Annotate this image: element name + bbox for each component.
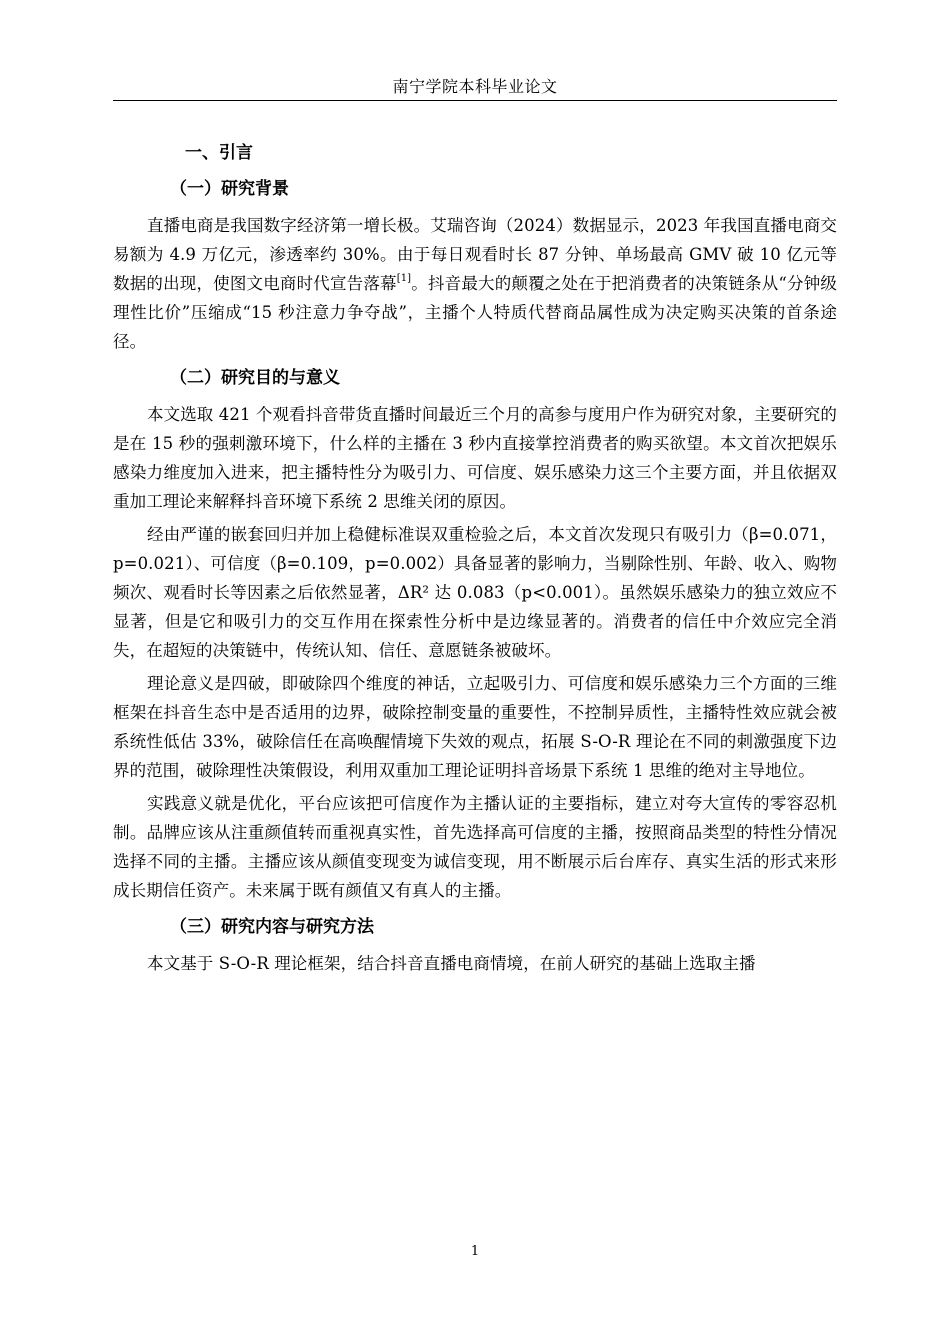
purpose-paragraph-4: 实践意义就是优化，平台应该把可信度作为主播认证的主要指标，建立对夸大宣传的零容忍机制。品牌应该从注重颜值转而重视真实性，首先选择高可信度的主播，按照商品类型的特性分情况选择不同的主播。主播应该从颜值变现变为诚信变现，用不断展示后台库存、真实生活的形式来形成长期信任资产。未来属于既有颜值又有真人的主播。 — [113, 794, 837, 900]
page-number: 1 — [470, 1244, 480, 1259]
subsection-heading-background: （一）研究背景 — [170, 179, 289, 199]
background-paragraph — [113, 211, 837, 356]
citation-marker: [1] — [396, 273, 412, 284]
background-text-part1: 直播电商是我国数字经济第一增长极。艾瑞咨询（2024）数据显示，2023 年我国直播电商交易额为 4.9 万亿元，渗透率约 30%。由于每日观看时长 87 分钟、单场最高 GMV 破 10 亿元等数据的出现，使图文电商时代宣告落幕 — [113, 216, 837, 293]
methods-paragraph-1: 本文基于 S-O-R 理论框架，结合抖音直播电商情境，在前人研究的基础上选取主播 — [147, 954, 756, 973]
purpose-paragraph-2: 经由严谨的嵌套回归并加上稳健标准误双重检验之后，本文首次发现只有吸引力（β=0.071，p=0.021）、可信度（β=0.109，p=0.002）具备显著的影响力，当剔除性别、年龄、收入、购物频次、观看时长等因素之后依然显著，ΔR² 达 0.083（p<0.001）。虽然娱乐感染力的独立效应不显著，但是它和吸引力的交互作用在探索性分析中是边缘显著的。消费者的信任中介效应完全消失，在超短的决策链中，传统认知、信任、意愿链条被破坏。 — [113, 525, 837, 660]
purpose-paragraph-1: 本文选取 421 个观看抖音带货直播时间最近三个月的高参与度用户作为研究对象，主要研究的是在 15 秒的强刺激环境下，什么样的主播在 3 秒内直接掌控消费者的购买欲望。本文首次把娱乐感染力维度加入进来，把主播特性分为吸引力、可信度、娱乐感染力这三个主要方面，并且依据双重加工理论来解释抖音环境下系统 2 思维关闭的原因。 — [113, 405, 837, 511]
subsection-heading-methods: （三）研究内容与研究方法 — [170, 917, 374, 937]
background-text-part2: 。抖音最大的颠覆之处在于把消费者的决策链条从“分钟级理性比价”压缩成“15 秒注意力争夺战”，主播个人特质代替商品属性成为决定购买决策的首条途径。 — [113, 274, 837, 351]
body-content — [113, 137, 837, 978]
section-heading-introduction: 一、引言 — [185, 143, 253, 163]
subsection-heading-purpose: （二）研究目的与意义 — [170, 368, 340, 388]
header-divider — [113, 100, 837, 101]
running-header: 南宁学院本科毕业论文 — [392, 77, 558, 96]
purpose-paragraph-3: 理论意义是四破，即破除四个维度的神话，立起吸引力、可信度和娱乐感染力三个方面的三维框架在抖音生态中是否适用的边界，破除控制变量的重要性，不控制异质性，主播特性效应就会被系统性低估 33%，破除信任在高唤醒情境下失效的观点，拓展 S-O-R 理论在不同的刺激强度下边界的范围，破除理性决策假设，利用双重加工理论证明抖音场景下系统 1 思维的绝对主导地位。 — [113, 674, 837, 780]
